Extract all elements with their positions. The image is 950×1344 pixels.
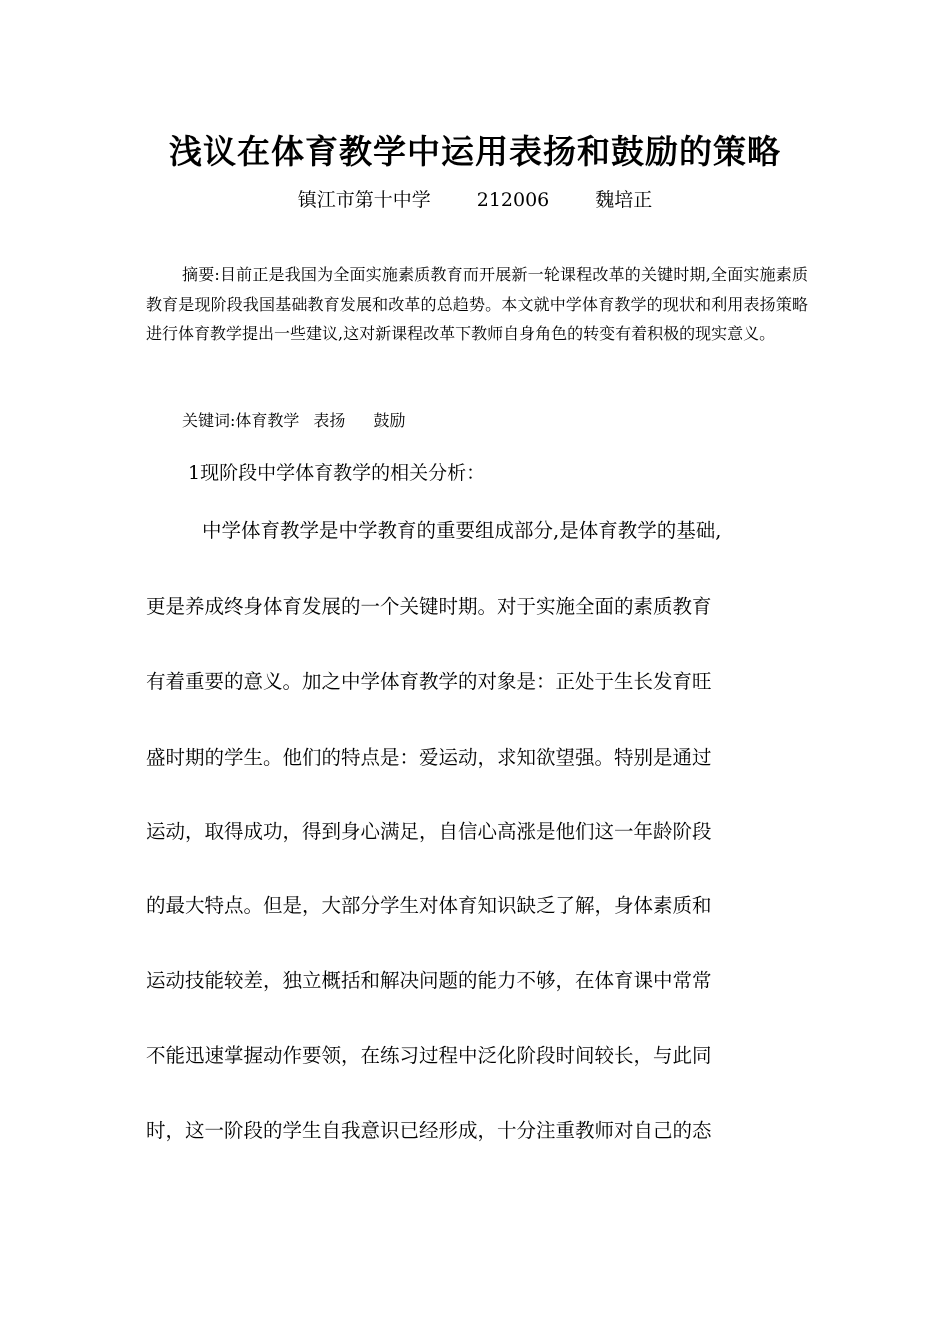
- keyword: 体育教学: [235, 411, 300, 430]
- keywords-line: [182, 406, 405, 435]
- document-title: 浅议在体育教学中运用表扬和鼓励的策略: [169, 132, 781, 171]
- body-line: 的最大特点。但是，大部分学生对体育知识缺乏了解，身体素质和: [146, 894, 712, 917]
- body-line: 不能迅速掌握动作要领，在练习过程中泛化阶段时间较长，与此同: [146, 1044, 712, 1067]
- postcode: 212006: [476, 189, 550, 211]
- abstract: [146, 260, 808, 349]
- body-line: 运动，取得成功，得到身心满足，自信心高涨是他们这一年龄阶段: [146, 820, 712, 843]
- school-name: 镇江市第十中学: [297, 189, 431, 211]
- keyword: 表扬: [313, 411, 346, 430]
- body-line: 更是养成终身体育发展的一个关键时期。对于实施全面的素质教育: [146, 595, 712, 618]
- body-line: 时，这一阶段的学生自我意识已经形成，十分注重教师对自己的态: [146, 1119, 712, 1142]
- body-line: 有着重要的意义。加之中学体育教学的对象是：正处于生长发育旺: [146, 670, 712, 693]
- body-line: 盛时期的学生。他们的特点是：爱运动，求知欲望强。特别是通过: [146, 746, 712, 769]
- body-line: 运动技能较差，独立概括和解决问题的能力不够，在体育课中常常: [146, 969, 712, 992]
- keyword: 鼓励: [373, 411, 406, 430]
- keywords-label: 关键词:: [182, 411, 236, 430]
- section-heading: 1现阶段中学体育教学的相关分析：: [188, 462, 486, 484]
- body-line: 中学体育教学是中学教育的重要组成部分,是体育教学的基础,: [202, 519, 722, 542]
- author-name: 魏培正: [595, 189, 653, 211]
- abstract-text: 摘要:目前正是我国为全面实施素质教育而开展新一轮课程改革的关键时期,全面实施素质教育是现阶段我国基础教育发展和改革的总趋势。本文就中学体育教学的现状和利用表扬策略进行体育教学提出一些建议,这对新课程改革下教师自身角色的转变有着积极的现实意义。: [146, 265, 808, 343]
- author-line: [0, 186, 950, 214]
